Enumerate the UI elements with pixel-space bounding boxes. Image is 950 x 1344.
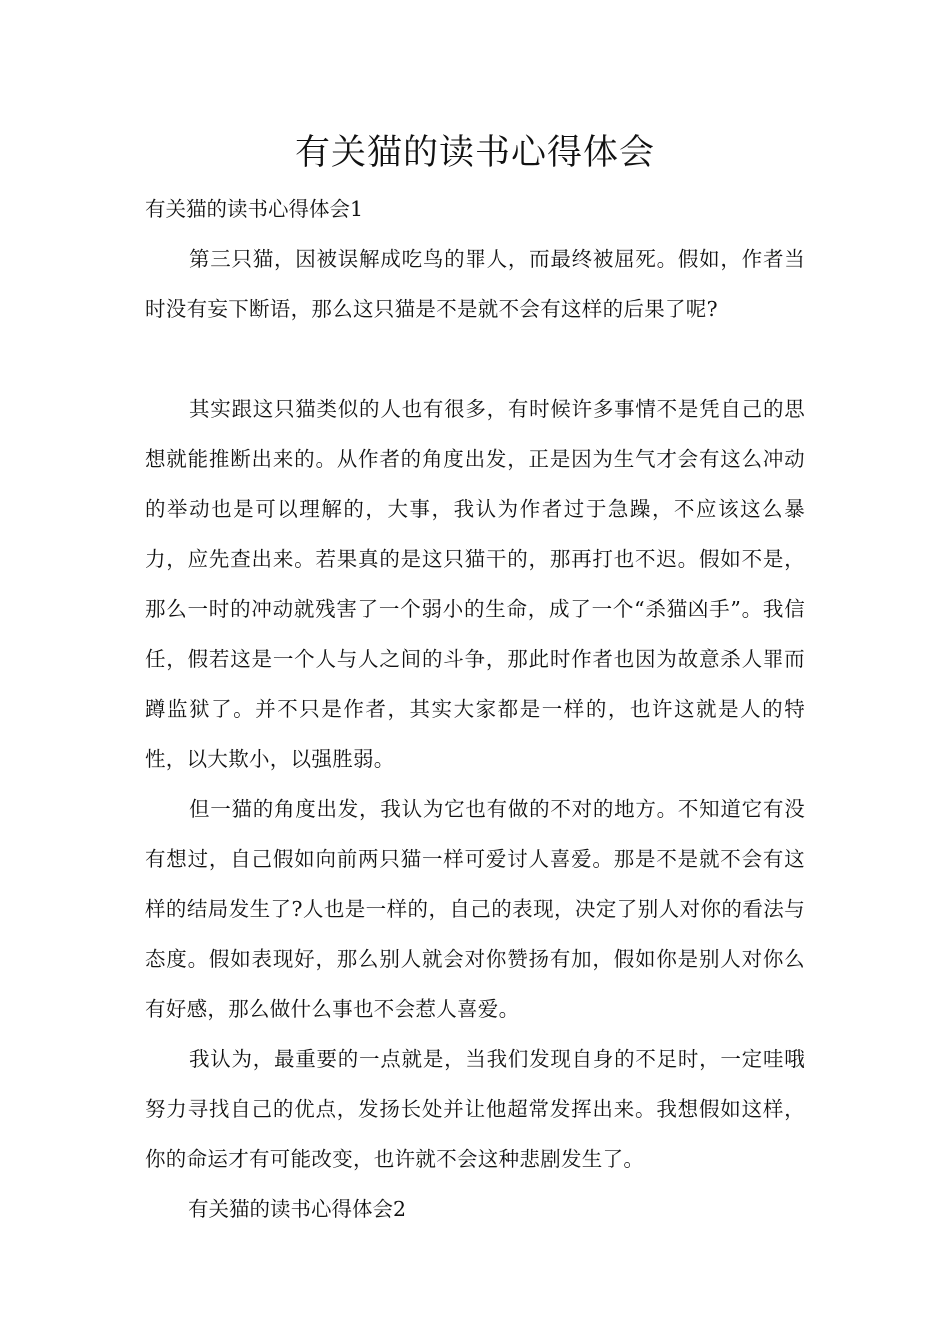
document-title: 有关猫的读书心得体会 (294, 133, 655, 173)
paragraph-3: 但一猫的角度出发，我认为它也有做的不对的地方。不知道它有没有想过，自己假如向前两只猫一样可爱讨人喜爱。那是不是就不会有这样的结局发生了?人也是一样的，自己的表现，决定了别人对你的看法与态度。假如表现好，那么别人就会对你赞扬有加，假如你是别人对你么有好感，那么做什么事也不会惹人喜爱。 (145, 797, 805, 1021)
section-heading-2: 有关猫的读书心得体会2 (188, 1197, 407, 1221)
paragraph-1: 第三只猫，因被误解成吃鸟的罪人，而最终被屈死。假如，作者当时没有妄下断语，那么这只猫是不是就不会有这样的后果了呢? (145, 247, 805, 321)
document-body (145, 184, 805, 1234)
section-heading-1: 有关猫的读书心得体会1 (145, 197, 364, 221)
paragraph-4: 我认为，最重要的一点就是，当我们发现自身的不足时，一定哇哦努力寻找自己的优点，发扬长处并让他超常发挥出来。我想假如这样，你的命运才有可能改变，也许就不会这种悲剧发生了。 (145, 1047, 805, 1171)
paragraph-2: 其实跟这只猫类似的人也有很多，有时候许多事情不是凭自己的思想就能推断出来的。从作者的角度出发，正是因为生气才会有这么冲动的举动也是可以理解的，大事，我认为作者过于急躁，不应该这么暴力，应先查出来。若果真的是这只猫干的，那再打也不迟。假如不是，那么一时的冲动就残害了一个弱小的生命，成了一个“杀猫凶手”。我信任，假若这是一个人与人之间的斗争，那此时作者也因为故意杀人罪而蹲监狱了。并不只是作者，其实大家都是一样的，也许这就是人的特性，以大欺小，以强胜弱。 (145, 397, 805, 771)
